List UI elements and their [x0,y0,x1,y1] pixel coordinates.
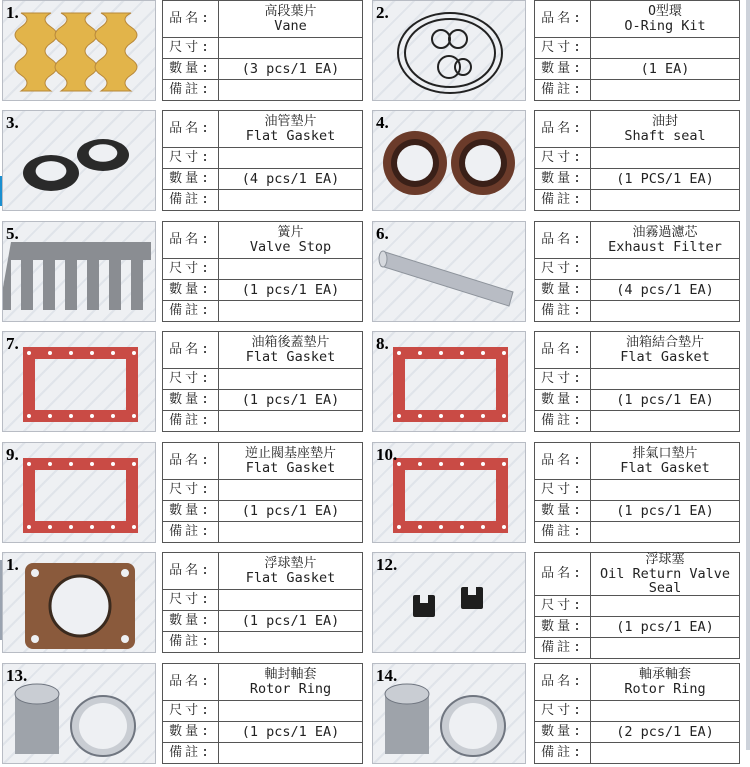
name-label: 品名: [163,222,219,259]
part-name-en: Rotor Ring [249,681,332,697]
note-value [591,522,740,543]
note-label: 備註: [535,743,591,764]
note-value [219,190,363,211]
spec-table [534,442,740,543]
part-card [372,663,742,767]
part-photo [2,110,156,211]
size-label: 尺寸: [163,480,219,501]
part-number: 5. [6,224,19,243]
size-value [591,38,740,59]
part-card [2,221,364,325]
note-label: 備註: [535,522,591,543]
qty-label: 數量: [535,617,591,638]
part-name-en: Flat Gasket [245,349,336,365]
size-label: 尺寸: [163,259,219,280]
part-number: 8. [376,334,389,353]
part-name-zh: 油箱後蓋墊片 [251,335,330,350]
note-value [591,743,740,764]
note-value [219,743,363,764]
spec-table [534,552,740,659]
qty-label: 數量: [535,501,591,522]
note-label: 備註: [163,522,219,543]
part-photo [372,0,526,101]
note-value [219,522,363,543]
qty-label: 數量: [535,169,591,190]
part-name-cell [591,664,740,701]
size-label: 尺寸: [535,38,591,59]
part-photo [372,663,526,764]
part-name-en: Vane [274,18,307,34]
qty-label: 數量: [535,390,591,411]
spec-table [534,221,740,322]
size-label: 尺寸: [535,148,591,169]
size-label: 尺寸: [535,701,591,722]
part-name-cell [219,332,363,369]
qty-label: 數量: [163,501,219,522]
part-name-cell [219,443,363,480]
size-label: 尺寸: [163,38,219,59]
size-value [591,259,740,280]
size-value [591,148,740,169]
part-name-cell [591,332,740,369]
part-photo [372,110,526,211]
part-name-en: Rotor Ring [624,681,706,697]
size-value [219,701,363,722]
part-card [372,0,742,104]
qty-label: 數量: [535,280,591,301]
name-label: 品名: [535,553,591,596]
part-name-cell [219,222,363,259]
part-number: 13. [6,666,28,685]
part-name-cell [591,222,740,259]
note-label: 備註: [163,80,219,101]
qty-value: (1 pcs/1 EA) [219,390,363,411]
part-name-en: Flat Gasket [245,460,336,476]
part-name-zh: 油箱結合墊片 [625,335,704,350]
part-number: 2. [376,3,389,22]
part-number: 6. [376,224,389,243]
note-value [219,80,363,101]
note-value [591,638,740,659]
qty-label: 數量: [163,611,219,632]
size-value [219,259,363,280]
qty-value: (1 pcs/1 EA) [219,501,363,522]
note-label: 備註: [535,638,591,659]
part-name-cell [219,664,363,701]
part-photo [2,331,156,432]
part-name-zh: 浮球墊片 [264,556,317,571]
part-photo [372,331,526,432]
part-photo [2,221,156,322]
spec-table [162,552,363,653]
part-number: 1. [6,555,19,574]
note-label: 備註: [163,632,219,653]
part-name-cell [591,111,740,148]
spec-table [534,0,740,101]
part-photo [2,552,156,653]
name-label: 品名: [535,111,591,148]
note-value [219,632,363,653]
part-number: 3. [6,113,19,132]
part-name-cell [591,1,740,38]
note-value [591,301,740,322]
part-card [2,110,364,214]
size-value [219,148,363,169]
part-number: 9. [6,445,19,464]
spec-table [534,110,740,211]
spec-table [162,442,363,543]
size-label: 尺寸: [163,590,219,611]
qty-value: (1 pcs/1 EA) [591,617,740,638]
part-card [2,0,364,104]
part-name-en: Shaft seal [624,128,706,144]
part-name-en: Flat Gasket [245,570,336,586]
name-label: 品名: [535,664,591,701]
part-name-zh: 浮球塞 [645,552,685,567]
name-label: 品名: [163,332,219,369]
note-label: 備註: [163,743,219,764]
note-label: 備註: [535,190,591,211]
part-name-zh: 軸封軸套 [264,667,317,682]
qty-value: (4 pcs/1 EA) [591,280,740,301]
size-value [591,596,740,617]
part-name-cell [219,1,363,38]
size-label: 尺寸: [163,701,219,722]
qty-label: 數量: [163,280,219,301]
size-value [591,369,740,390]
qty-value: (1 pcs/1 EA) [219,611,363,632]
qty-label: 數量: [163,722,219,743]
spec-table [162,331,363,432]
qty-value: (1 pcs/1 EA) [219,280,363,301]
size-value [219,480,363,501]
qty-value: (1 pcs/1 EA) [219,722,363,743]
name-label: 品名: [163,111,219,148]
part-name-zh: 簧片 [277,225,304,240]
part-card [2,663,364,767]
size-value [591,701,740,722]
part-photo [372,442,526,543]
note-label: 備註: [535,80,591,101]
qty-label: 數量: [163,390,219,411]
size-value [219,590,363,611]
part-photo [2,442,156,543]
part-name-zh: 軸承軸套 [638,667,691,682]
note-value [591,411,740,432]
part-card [2,552,364,656]
part-card [2,331,364,435]
part-name-cell [219,111,363,148]
part-name-zh: 逆止閥基座墊片 [244,446,336,461]
part-photo [372,221,526,322]
qty-label: 數量: [535,722,591,743]
name-label: 品名: [163,1,219,38]
part-number: 7. [6,334,19,353]
part-name-zh: 排氣口墊片 [632,446,698,461]
part-card [2,442,364,546]
qty-value: (1 pcs/1 EA) [591,390,740,411]
spec-table [162,221,363,322]
spec-table [162,110,363,211]
note-value [591,80,740,101]
qty-value: (3 pcs/1 EA) [219,59,363,80]
note-value [219,411,363,432]
name-label: 品名: [535,1,591,38]
part-name-cell [219,553,363,590]
spec-table [534,331,740,432]
qty-label: 數量: [163,59,219,80]
part-name-zh: 油管墊片 [264,114,317,129]
qty-value: (2 pcs/1 EA) [591,722,740,743]
part-name-zh: 高段葉片 [264,4,317,19]
part-card [372,442,742,546]
spec-table [162,663,363,764]
spec-table [162,0,363,101]
size-label: 尺寸: [535,480,591,501]
part-name-en: Oil Return Valve Seal [599,566,731,596]
size-label: 尺寸: [535,596,591,617]
qty-label: 數量: [163,169,219,190]
part-name-zh: 油霧過濾芯 [632,225,698,240]
note-value [591,190,740,211]
part-name-zh: 油封 [651,114,678,129]
part-photo [2,0,156,101]
size-value [591,480,740,501]
note-label: 備註: [535,301,591,322]
size-label: 尺寸: [535,259,591,280]
part-card [372,221,742,325]
part-name-en: Flat Gasket [245,128,336,144]
part-name-en: Flat Gasket [620,460,710,476]
part-number: 1. [6,3,19,22]
size-value [219,38,363,59]
name-label: 品名: [535,443,591,480]
note-label: 備註: [163,301,219,322]
part-name-cell [591,443,740,480]
qty-label: 數量: [535,59,591,80]
note-value [219,301,363,322]
note-label: 備註: [535,411,591,432]
part-number: 10. [376,445,398,464]
part-card [372,110,742,214]
part-name-en: Flat Gasket [620,349,710,365]
scrollbar-track[interactable] [746,0,750,750]
qty-value: (1 PCS/1 EA) [591,169,740,190]
name-label: 品名: [163,664,219,701]
size-label: 尺寸: [163,148,219,169]
part-number: 12. [376,555,398,574]
part-photo [372,552,526,653]
size-label: 尺寸: [535,369,591,390]
name-label: 品名: [163,443,219,480]
name-label: 品名: [535,332,591,369]
part-name-en: Valve Stop [249,239,332,255]
part-name-cell [591,553,740,596]
note-label: 備註: [163,411,219,432]
part-name-zh: O型環 [648,4,682,19]
part-name-en: O-Ring Kit [624,18,706,34]
name-label: 品名: [163,553,219,590]
part-card [372,331,742,435]
size-label: 尺寸: [163,369,219,390]
qty-value: (1 pcs/1 EA) [591,501,740,522]
qty-value: (4 pcs/1 EA) [219,169,363,190]
part-photo [2,663,156,764]
name-label: 品名: [535,222,591,259]
part-name-en: Exhaust Filter [608,239,722,255]
part-number: 14. [376,666,398,685]
size-value [219,369,363,390]
qty-value: (1 EA) [591,59,740,80]
part-card [372,552,742,656]
note-label: 備註: [163,190,219,211]
part-number: 4. [376,113,389,132]
spec-table [534,663,740,764]
